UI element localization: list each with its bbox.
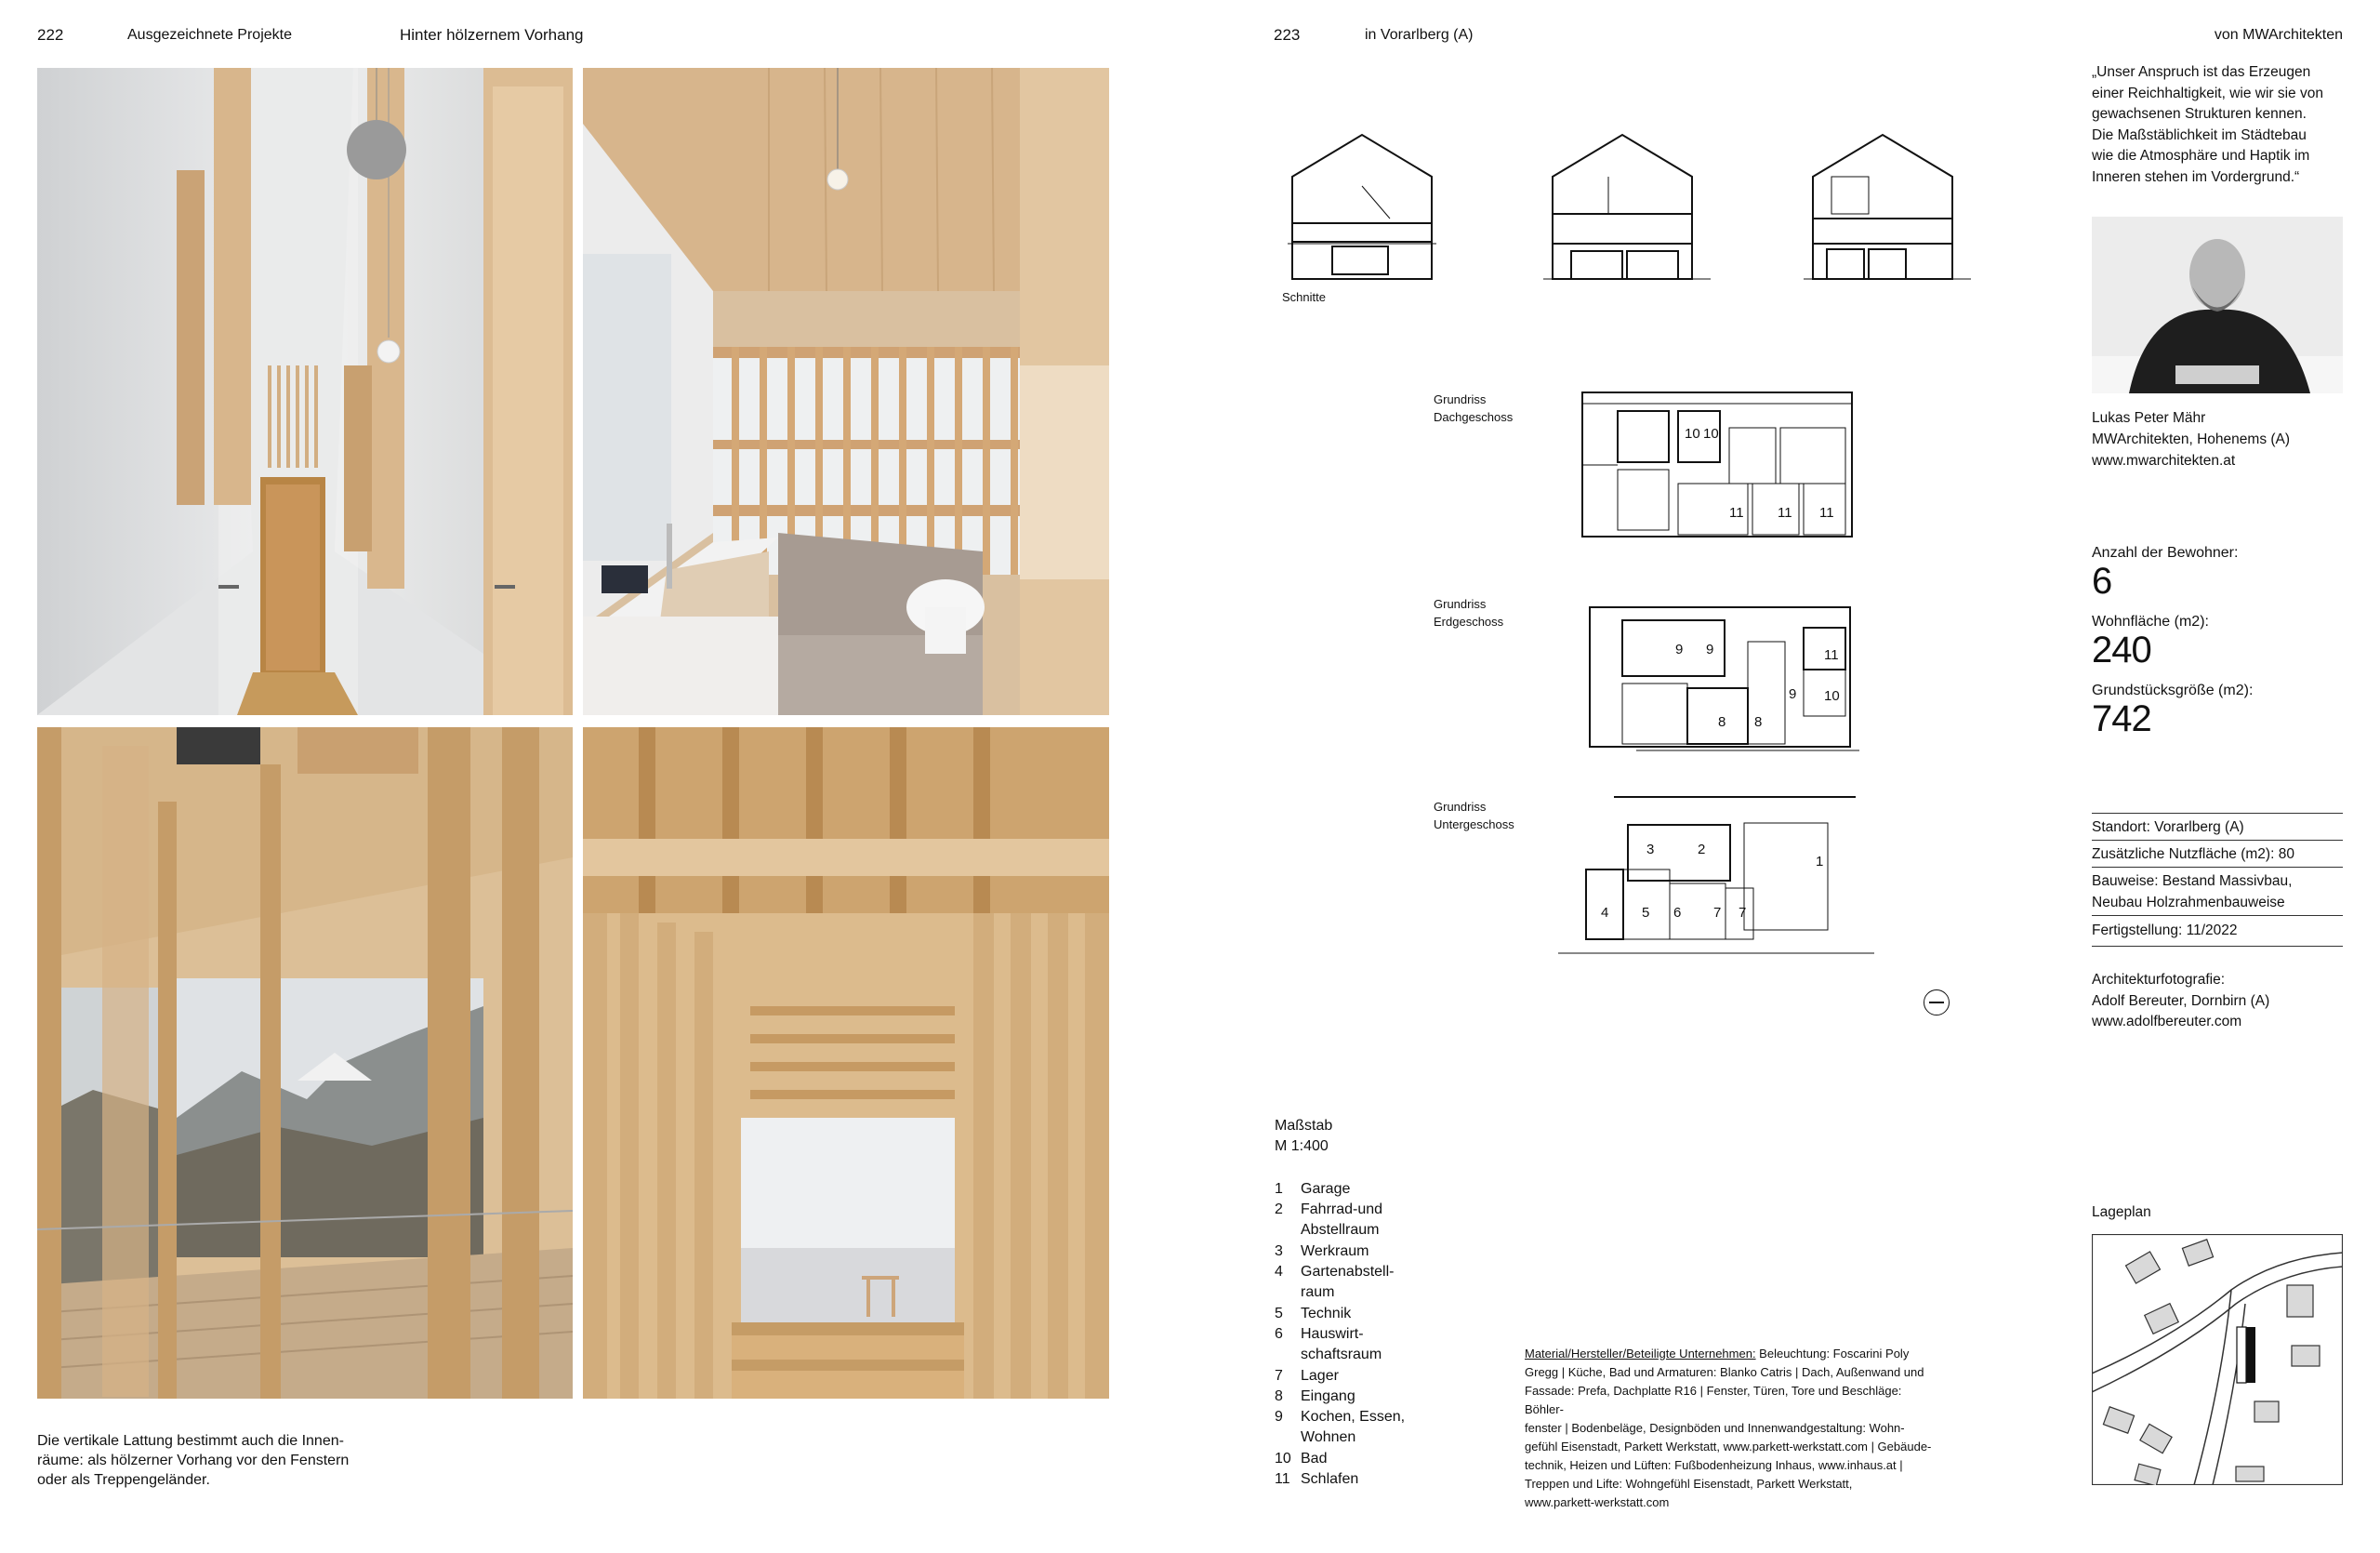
article-title: Hinter hölzernem Vorhang: [400, 26, 584, 44]
photographer-website-link[interactable]: www.adolfbereuter.com: [2092, 1014, 2242, 1029]
svg-text:10: 10: [1703, 426, 1719, 442]
site-plan-label: Lageplan: [2092, 1204, 2151, 1220]
location-header: in Vorarlberg (A): [1365, 27, 1474, 43]
svg-text:11: 11: [1824, 647, 1839, 663]
svg-text:11: 11: [1729, 505, 1744, 521]
divider: [2092, 867, 2343, 868]
svg-text:1: 1: [1816, 854, 1824, 869]
fact-construction: Bauweise: Bestand Massivbau,: [2092, 873, 2293, 889]
sections-label: Schnitte: [1282, 290, 1326, 304]
fact-construction-2: Neubau Holzrahmenbauweise: [2092, 895, 2285, 910]
divider: [2092, 946, 2343, 947]
svg-text:7: 7: [1739, 905, 1747, 921]
page-number-left: 222: [37, 26, 64, 44]
svg-text:3: 3: [1646, 842, 1655, 857]
section-drawings: [1288, 130, 1994, 288]
svg-text:11: 11: [1778, 505, 1792, 521]
architect-info: Lukas Peter Mähr MWArchitekten, Hohenems (A) www.mwarchitekten.at: [2092, 407, 2290, 471]
north-arrow-icon: [1924, 989, 1950, 1015]
photo-hallway: [37, 68, 573, 715]
svg-text:9: 9: [1675, 642, 1684, 657]
plan-label-ground: Grundriss Erdgeschoss: [1434, 597, 1504, 629]
stat-residents-value: 6: [2092, 561, 2112, 602]
svg-text:4: 4: [1601, 905, 1609, 921]
site-plan: [2092, 1234, 2343, 1485]
architect-website-link[interactable]: www.mwarchitekten.at: [2092, 453, 2236, 469]
section-drawing-1: [1288, 135, 1436, 279]
svg-text:8: 8: [1754, 714, 1763, 730]
fact-extra-area: Zusätzliche Nutzfläche (m2): 80: [2092, 846, 2294, 862]
architect-quote: „Unser Anspruch ist das Erzeugen einer Reichhaltigkeit, wie wir sie von gewachsenen Strukturen kennen. Die Maßstäblichkeit im Städtebau wie die Atmosphäre und Haptik im Inneren stehen im Vordergrund.“: [2092, 64, 2323, 185]
page-number-right: 223: [1274, 26, 1301, 44]
divider: [2092, 840, 2343, 841]
svg-text:10: 10: [1824, 688, 1840, 704]
svg-text:9: 9: [1706, 642, 1714, 657]
stat-residents-label: Anzahl der Bewohner:: [2092, 545, 2239, 561]
scale-value: M 1:400: [1275, 1138, 1329, 1154]
divider: [2092, 813, 2343, 814]
fact-location: Standort: Vorarlberg (A): [2092, 819, 2244, 835]
svg-text:7: 7: [1713, 905, 1722, 921]
stat-living-area-value: 240: [2092, 630, 2151, 670]
stat-plot-size-label: Grundstücksgröße (m2):: [2092, 683, 2254, 698]
svg-text:9: 9: [1789, 686, 1797, 702]
divider: [2092, 915, 2343, 916]
fact-completion: Fertigstellung: 11/2022: [2092, 923, 2238, 938]
svg-text:8: 8: [1718, 714, 1726, 730]
svg-text:6: 6: [1673, 905, 1682, 921]
photo-credit: Architekturfotografie: Adolf Bereuter, Dornbirn (A) www.adolfbereuter.com: [2092, 970, 2269, 1033]
author-header: von MWArchitekten: [2214, 27, 2343, 43]
photo-caption: Die vertikale Lattung bestimmt auch die Innen- räume: als hölzerner Vorhang vor den Fenstern oder als Treppengeländer.: [37, 1433, 350, 1488]
svg-text:11: 11: [1819, 505, 1834, 521]
floor-plan-roof: [1580, 391, 1859, 539]
stat-plot-size-value: 742: [2092, 698, 2151, 739]
architect-portrait: [2092, 217, 2343, 393]
section-title: Ausgezeichnete Projekte: [127, 27, 292, 43]
svg-text:5: 5: [1642, 905, 1650, 921]
floor-plan-ground: [1580, 600, 1859, 758]
materials-block: Material/Hersteller/Beteiligte Unternehmen: Beleuchtung: Foscarini Poly Gregg | Küche, Bad und Armaturen: Blanko Catris | Dach, Außenwand und Fassade: Prefa, Dachplatte R16 | Fenster, Türen, Tore und Beschläge: Böhler- fenster | Bodenbeläge, Designböden und Innenwandgestaltung: Wohn- gefühl Eisenstadt, Parkett Werkstatt, www.parkett-werkstatt.com | Gebäude- technik, Heizen und Lüften: Fußbodenheizung Inhaus, www.inhaus.at | Treppen und Lifte: Wohngefühl Eisenstadt, Parkett Werkstatt, www.parkett-werkstatt.com: [1525, 1347, 1932, 1509]
photo-staircase: [583, 727, 1109, 1399]
stat-living-area-label: Wohnfläche (m2):: [2092, 614, 2209, 630]
photo-terrace: [37, 727, 573, 1399]
materials-heading: Material/Hersteller/Beteiligte Unternehmen:: [1525, 1347, 1756, 1361]
floor-plan-basement: [1558, 795, 1874, 962]
plan-label-basement: Grundriss Untergeschoss: [1434, 800, 1514, 831]
scale-label: Maßstab: [1275, 1118, 1333, 1134]
svg-text:2: 2: [1698, 842, 1706, 857]
svg-text:10: 10: [1685, 426, 1700, 442]
photo-bathroom: [583, 68, 1109, 715]
plan-label-roof: Grundriss Dachgeschoss: [1434, 392, 1514, 424]
